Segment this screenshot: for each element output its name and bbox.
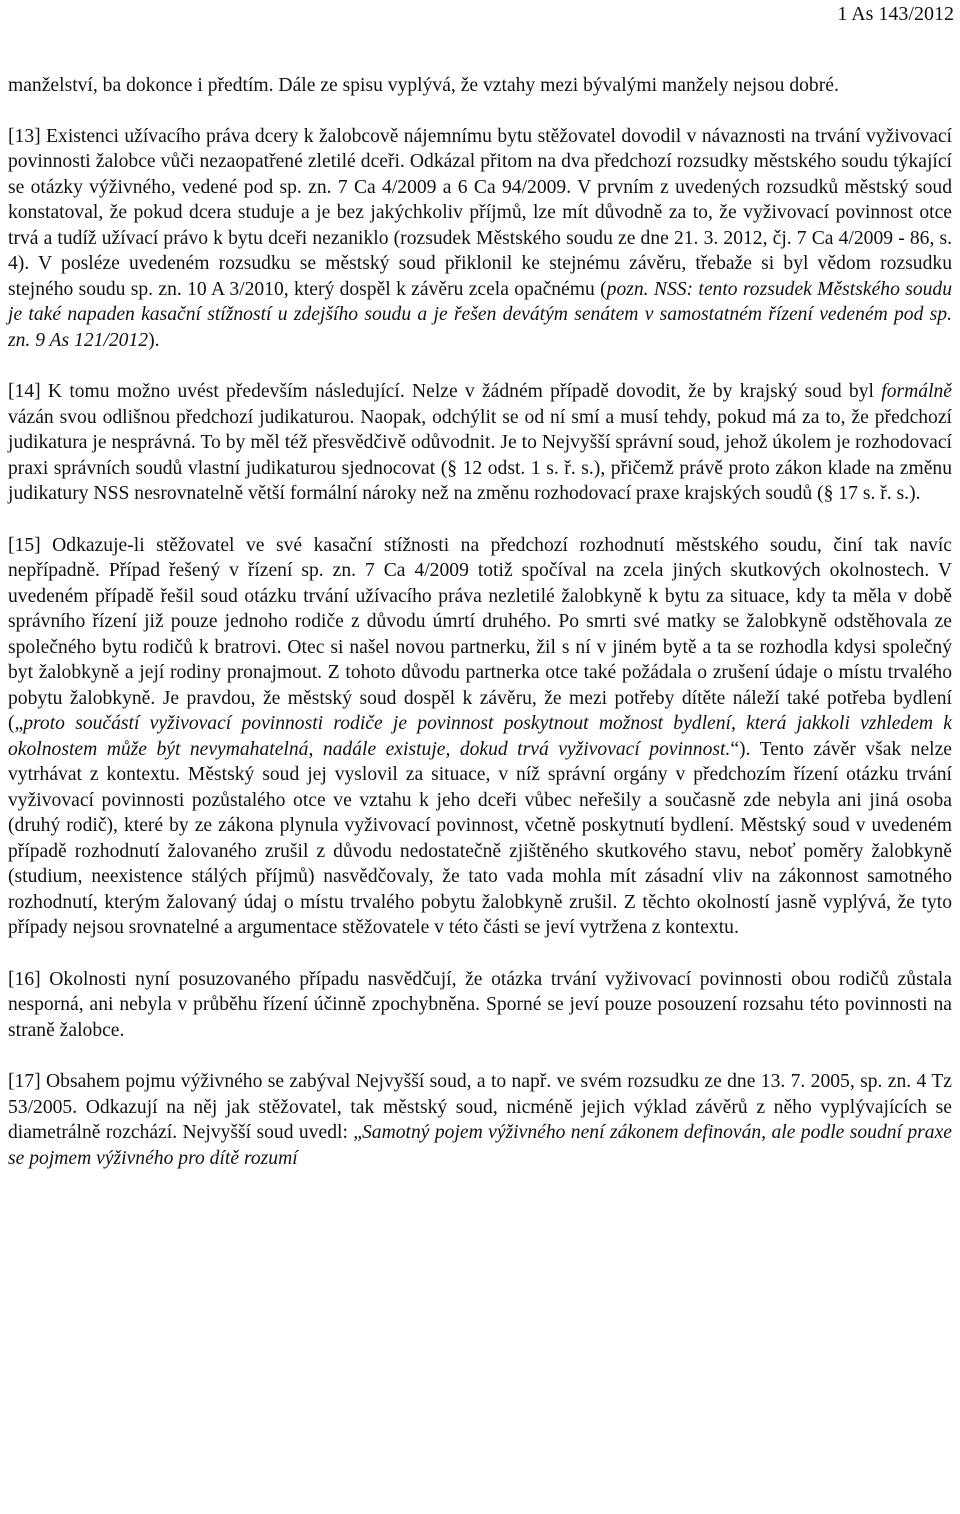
paragraph-14-emphasis: formálně <box>881 381 952 402</box>
paragraph-17-quote: Samotný pojem výživného není zákonem definován, ale podle soudní praxe se pojmem výživného pro dítě rozumí <box>8 1122 952 1169</box>
case-number-header: 1 As 143/2012 <box>837 3 954 25</box>
paragraph-14-text-a: [14] K tomu možno uvést především následující. Nelze v žádném případě dovodit, že by krajský soud byl <box>8 381 882 402</box>
paragraph-13-note: pozn. NSS: tento rozsudek Městského soudu je také napaden kasační stížností u zdejšího soudu a je řešen devátým senátem v samostatném řízení vedeném pod sp. zn. 9 As 121/2012 <box>8 278 953 351</box>
paragraph-15-text-b: “). Tento závěr však nelze vytrhávat z kontextu. Městský soud jej vyslovil za situace, v níž správní orgány v předchozím řízení otázku trvání vyživovací povinnosti pozůstalého otce ve vztahu k jeho dceři vůbec neřešily a současně zde nebyla ani jiná osoba (druhý rodič), které by ze zákona plynula vyživovací povinnost, včetně poskytnutí bydlení. Městský soud v uvedeném případě rozhodnutí žalovaného zrušil z důvodu nedostatečně zjištěného skutkového stavu, neboť poměry žalobkyně (studium, neexistence stálých příjmů) nasvědčovaly, že tato vada mohla mít zásadní vliv na zákonnost samotného rozhodnutí, kterým žalovaný údaj o místu trvalého pobytu žalobkyně zrušil. Z těchto okolností jasně vyplývá, že tyto případy nejsou srovnatelné a argumentace stěžovatele v této části se jeví vytržena z kontextu. <box>8 738 952 938</box>
document-body <box>8 73 952 1197</box>
paragraph-17 <box>8 1069 952 1171</box>
paragraph-15-quote: proto součástí vyživovací povinnosti rodiče je povinnost poskytnout možnost bydlení, která jakkoli vzhledem k okolnostem může být nevymahatelná, nadále existuje, dokud trvá vyživovací povinnost. <box>8 713 952 760</box>
paragraph-13-text: [13] Existenci užívacího práva dcery k žalobcově nájemnímu bytu stěžovatel dovodil v návaznosti na trvání vyživovací povinnosti žalobce vůči nezaopatřené zletilé dceři. Odkázal přitom na dva předchozí rozsudky městského soudu týkající se otázky výživného, vedené pod sp. zn. 7 Ca 4/2009 a 6 Ca 94/2009. V prvním z uvedených rozsudků městský soud konstatoval, že pokud dcera studuje a je bez jakýchkoliv příjmů, lze mít důvodně za to, že vyživovací povinnost otce trvá a tudíž užívací právo k bytu dceři nezaniklo (rozsudek Městského soudu ze dne 21. 3. 2012, čj. 7 Ca 4/2009 - 86, s. 4). V posléze uvedeném rozsudku se městský soud přiklonil ke stejnému závěru, třebaže si byl vědom rozsudku stejného soudu sp. zn. 10 A 3/2010, který dospěl k závěru zcela opačnému ( <box>8 125 952 300</box>
paragraph-16: [16] Okolnosti nyní posuzovaného případu nasvědčují, že otázka trvání vyživovací povinnosti obou rodičů zůstala nesporná, ani nebyla v průběhu řízení účinně zpochybněna. Sporné se jeví pouze posouzení rozsahu této povinnosti na straně žalobce. <box>8 968 952 1041</box>
paragraph-15-text-a: [15] Odkazuje-li stěžovatel ve své kasační stížnosti na předchozí rozhodnutí městského soudu, činí tak navíc nepřípadně. Případ řešený v řízení sp. zn. 7 Ca 4/2009 totiž spočíval na zcela jiných skutkových okolnostech. V uvedeném případě řešil soud otázku trvání užívacího práva nezletilé žalobkyně k bytu za situace, kdy ta měla v době správního řízení již pouze jednoho rodiče z důvodu úmrtí druhého. Po smrti své matky se žalobkyně odstěhovala ze společného bytu rodičů k bratrovi. Otec si našel novou partnerku, žil s ní v jiném bytě a ta se rozhodla kdysi společný byt žalobkyně a její rodiny pronajmout. Z tohoto důvodu partnerka otce také požádala o zrušení údaje o místu trvalého pobytu žalobkyně. Je pravdou, že městský soud dospěl k závěru, že mezi potřeby dítěte náleží také potřeba bydlení („ <box>8 534 952 734</box>
paragraph-continuation: manželství, ba dokonce i předtím. Dále ze spisu vyplývá, že vztahy mezi bývalými manžely nejsou dobré. <box>8 75 839 96</box>
paragraph-14 <box>8 379 952 507</box>
paragraph-13-end: ). <box>148 329 160 351</box>
paragraph-15 <box>8 533 952 941</box>
paragraph-14-text-b: vázán svou odlišnou předchozí judikaturou. Naopak, odchýlit se od ní smí a musí tehdy, pokud má za to, že předchozí judikatura je nesprávná. To by měl též přesvědčivě odůvodnit. Je to Nejvyšší správní soud, jehož úkolem je rozhodovací praxi správních soudů vlastní judikaturou sjednocovat (§ 12 odst. 1 s. ř. s.), přičemž právě proto zákon klade na změnu judikatury NSS nesrovnatelně větší formální nároky než na změnu rozhodovací praxe krajských soudů (§ 17 s. ř. s.). <box>8 406 952 504</box>
paragraph-13 <box>8 124 952 354</box>
paragraph-17-text: [17] Obsahem pojmu výživného se zabýval Nejvyšší soud, a to např. ve svém rozsudku ze dne 13. 7. 2005, sp. zn. 4 Tz 53/2005. Odkazují na něj jak stěžovatel, tak městský soud, nicméně jejich výklad závěrů z něho vyplývajících se diametrálně rozchází. Nejvyšší soud uvedl: „ <box>8 1071 952 1143</box>
